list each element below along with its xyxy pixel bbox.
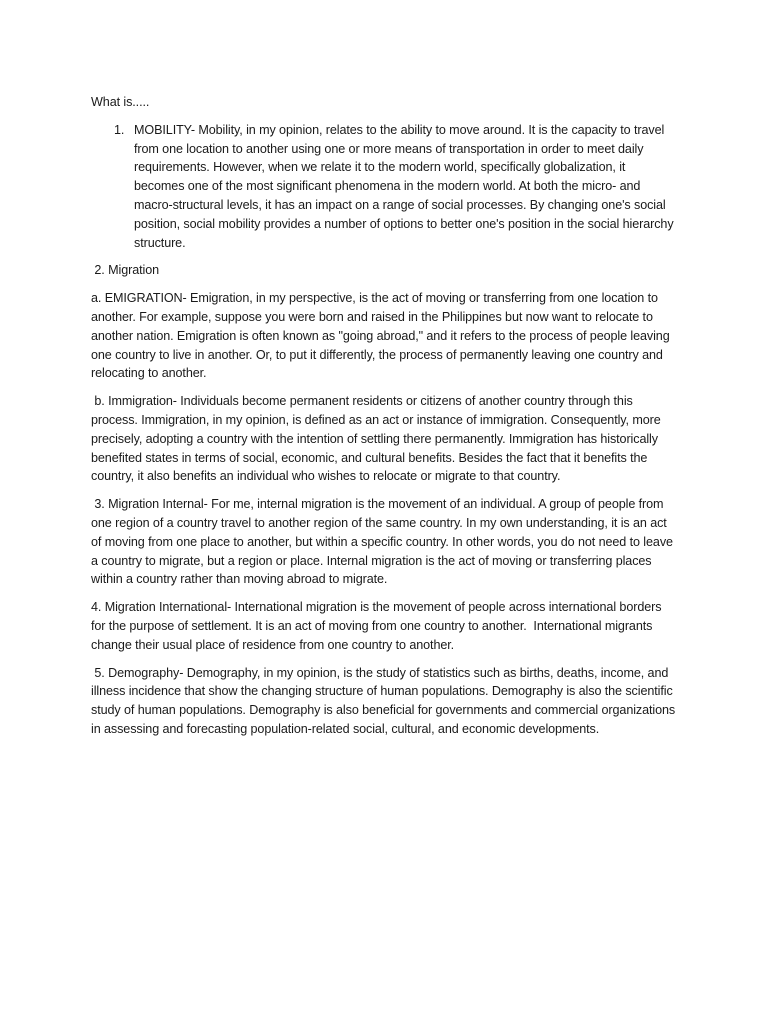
intro-heading: What is..... bbox=[91, 95, 150, 109]
list-item bbox=[91, 121, 679, 253]
document-body bbox=[91, 93, 679, 748]
paragraph-immigration: b. Immigration- Individuals become permanent residents or citizens of another country through this process. Immigration, in my opinion, is defined as an act or instance of immigration. Consequently, more precisely, adopting a country with the intention of settling there permanently. Immigration has historically benefited states in terms of social, economic, and cultural benefits. Besides the fact that it benefits the country, it also benefits an individual who wishes to relocate or migrate to that country. bbox=[91, 394, 665, 484]
section-heading-migration: 2. Migration bbox=[91, 263, 160, 278]
paragraph-international-migration: 4. Migration International- International migration is the movement of people across international borders for the purpose of settlement. It is an act of moving from one country to another. International migrants change their usual place of residence from one country to another. bbox=[91, 600, 665, 652]
list-item-text: MOBILITY- Mobility, in my opinion, relates to the ability to move around. It is the capacity to travel from one location to another using one or more means of transportation in order to meet daily requirements. However, when we relate it to the modern world, specifically globalization, it becomes one of the most significant phenomena in the modern world. At both the micro- and macro-structural levels, it has an impact on a range of social processes. By changing one's social position, social mobility provides a number of options to better one's position in the social hierarchy structure. bbox=[134, 122, 674, 250]
numbered-list bbox=[91, 121, 679, 253]
paragraph-internal-migration: 3. Migration Internal- For me, internal migration is the movement of an individual. A group of people from one region of a country travel to another region of the same country. In my own understanding, it is an act of moving from one place to another, but within a specific country. In other words, you do not need to leave a country to migrate, but a region or place. Internal migration is the act of moving or transferring places within a country rather than moving abroad to migrate. bbox=[91, 497, 677, 587]
list-number: 1. bbox=[114, 122, 125, 137]
paragraph-emigration: a. EMIGRATION- Emigration, in my perspective, is the act of moving or transferring from one location to another. For example, suppose you were born and raised in the Philippines but now want to relocate to another nation. Emigration is often known as "going abroad," and it refers to the process of people leaving one country to live in another. Or, to put it differently, the process of permanently leaving one country and relocating to another. bbox=[91, 291, 670, 381]
paragraph-demography: 5. Demography- Demography, in my opinion, is the study of statistics such as births, deaths, income, and illness incidence that show the changing structure of human populations. Demography is also the scientific study of human populations. Demography is also beneficial for governments and commercial organizations in assessing and forecasting population-related social, cultural, and economic developments. bbox=[91, 665, 679, 736]
